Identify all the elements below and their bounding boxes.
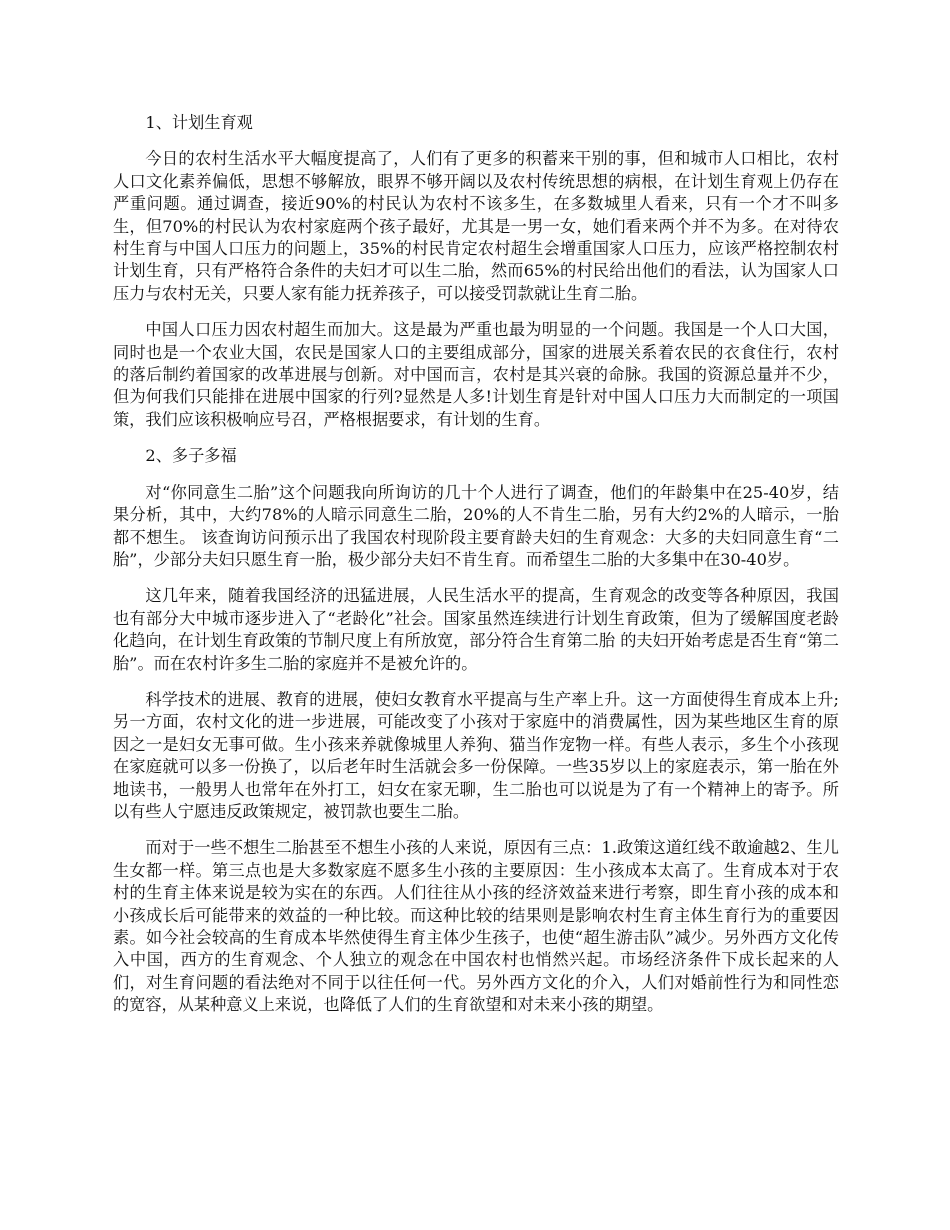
paragraph-survey-results: 对“你同意生二胎”这个问题我向所询访的几十个人进行了调查，他们的年龄集中在25-40岁，结果分析，其中，大约78%的人暗示同意生二胎，20%的人不肯生二胎，另有大约2%的人暗示，一胎都不想生。 该查询访问预示出了我国农村现阶段主要育龄夫妇的生育观念：大多的夫妇同意生育“二胎”，少部分夫妇只愿生育一胎，极少部分夫妇不肯生育。而希望生二胎的大多集中在30-40岁。 xyxy=(113,482,839,569)
paragraph-population-pressure: 中国人口压力因农村超生而加大。这是最为严重也最为明显的一个问题。我国是一个人口大国，同时也是一个农业大国，农民是国家人口的主要组成部分，国家的进展关系着农民的衣食住行，农村的落后制约着国家的改革进展与创新。对中国而言，农村是其兴衰的命脉。我国的资源总量并不少，但为何我们只能排在进展中国家的行列?显然是人多!计划生育是针对中国人口压力大而制定的一项国策，我们应该积极响应号召，严格根据要求，有计划的生育。 xyxy=(113,320,839,429)
section-heading-more-children: 2、多子多福 xyxy=(145,446,237,466)
section-heading-family-planning: 1、计划生育观 xyxy=(145,113,253,132)
document-page xyxy=(113,112,839,1031)
paragraph-education-cost: 科学技术的进展、教育的进展，使妇女教育水平提高与生产率上升。这一方面使得生育成本上升;另一方面，农村文化的进一步进展，可能改变了小孩对于家庭中的消费属性，因为某些地区生育的原因之一是妇女无事可做。生小孩来养就像城里人养狗、猫当作宠物一样。有些人表示，多生个小孩现在家庭就可以多一份换了，以后老年时生活就会多一份保障。一些35岁以上的家庭表示，第一胎在外地读书，一般男人也常年在外打工，妇女在家无聊，生二胎也可以说是为了有一个精神上的寄予。所以有些人宁愿违反政策规定，被罚款也要生二胎。 xyxy=(113,689,839,821)
paragraph-rural-attitudes: 今日的农村生活水平大幅度提高了，人们有了更多的积蓄来干别的事，但和城市人口相比，农村人口文化素养偏低，思想不够解放，眼界不够开阔以及农村传统思想的病根，在计划生育观上仍存在严重问题。通过调查，接近90%的村民认为农村不该多生，在多数城里人看来，只有一个才不叫多生，但70%的村民认为农村家庭两个孩子最好，尤其是一男一女，她们看来两个并不为多。在对待农村生育与中国人口压力的问题上，35%的村民肯定农村超生会增重国家人口压力，应该严格控制农村计划生育，只有严格符合条件的夫妇才可以生二胎，然而65%的村民给出他们的看法，认为国家人口压力与农村无关，只要人家有能力抚养孩子，可以接受罚款就让生育二胎。 xyxy=(113,149,839,303)
paragraph-reasons-against: 而对于一些不想生二胎甚至不想生小孩的人来说，原因有三点：1.政策这道红线不敢逾越2、生儿生女都一样。第三点也是大多数家庭不愿多生小孩的主要原因：生小孩成本太高了。生育成本对于农村的生育主体来说是较为实在的东西。人们往往从小孩的经济效益来进行考察，即生育小孩的成本和小孩成长后可能带来的效益的一种比较。而这种比较的结果则是影响农村生育主体生育行为的重要因素。如今社会较高的生育成本毕然使得生育主体少生孩子，也使“超生游击队”减少。另外西方文化传入中国，西方的生育观念、个人独立的观念在中国农村也悄然兴起。市场经济条件下成长起来的人们，对生育问题的看法绝对不同于以往任何一代。另外西方文化的介入，人们对婚前性行为和同性恋的宽容，从某种意义上来说，也降低了人们的生育欲望和对未来小孩的期望。 xyxy=(113,838,839,1015)
paragraph-aging-society: 这几年来，随着我国经济的迅猛进展，人民生活水平的提高，生育观念的改变等各种原因，我国也有部分大中城市逐步进入了“老龄化”社会。国家虽然连续进行计划生育政策，但为了缓解国度老龄化趋向，在计划生育政策的节制尺度上有所放宽，部分符合生育第二胎 的夫妇开始考虑是否生育“第二胎”。而在农村许多生二胎的家庭并不是被允许的。 xyxy=(113,586,839,673)
